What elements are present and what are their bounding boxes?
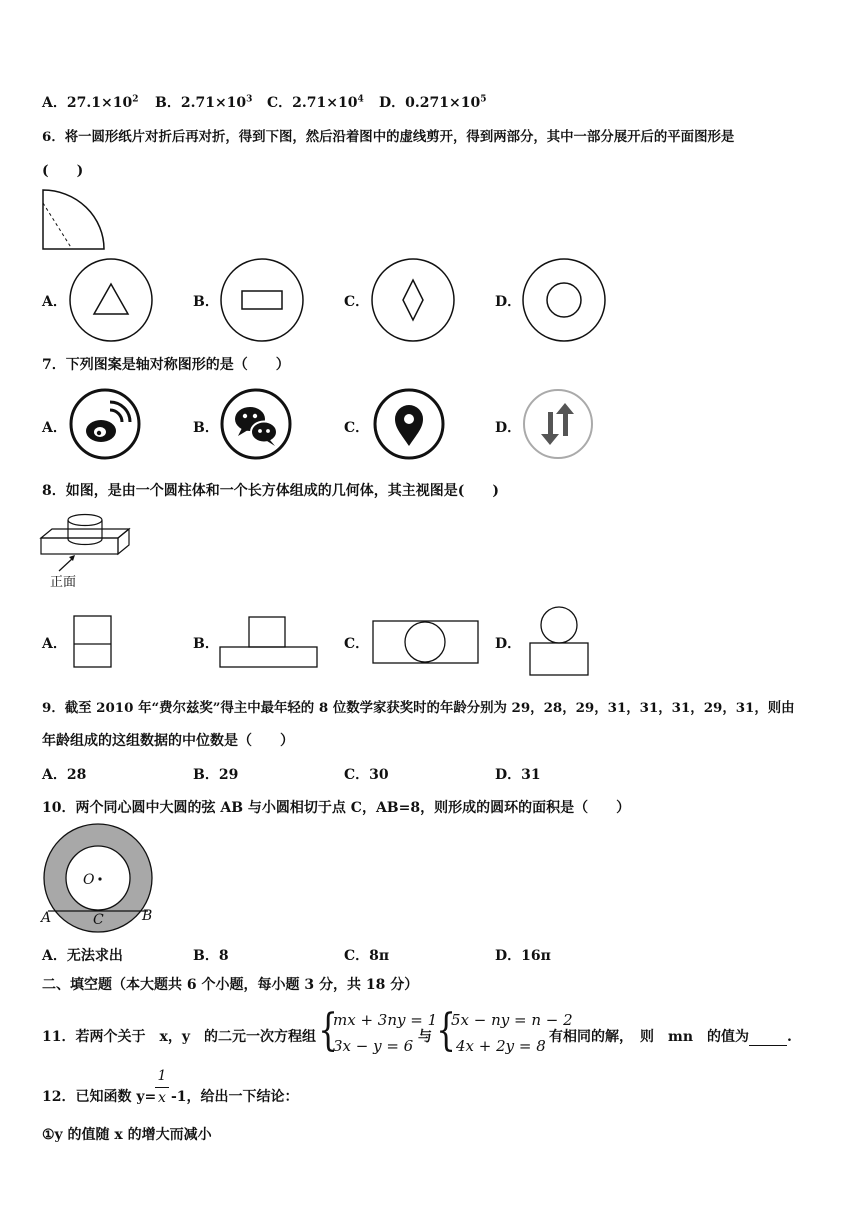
q8-option-b-label: B．	[193, 636, 219, 652]
q9-stem-line1: 9．截至 2010 年“费尔兹奖”得主中最年轻的 8 位数学家获奖时的年龄分别为 29，28，29，31，31，31，29，31，则由	[42, 700, 795, 716]
q5-option-b: B．$2.71\times 10^3$	[155, 94, 253, 111]
q8-option-a-figure	[73, 615, 113, 669]
q6-option-b-figure	[219, 258, 305, 344]
q7-stem: 7．下列图案是轴对称图形的是（ ）	[42, 357, 290, 373]
q8-option-c-label: C．	[344, 636, 370, 652]
q10-option-b: B．8	[193, 948, 229, 964]
q6-folded-figure	[42, 189, 106, 251]
q6-option-d-label: D．	[495, 294, 522, 310]
q7-option-c-label: C．	[344, 420, 370, 436]
section-heading: 二、填空题（本大题共 6 个小题，每小题 3 分，共 18 分）	[42, 977, 419, 993]
q12-fraction-numerator: 1	[157, 1068, 167, 1084]
q12-conclusion-1: ①y 的值随 x 的增大而减小	[42, 1127, 212, 1143]
q12-stem-post: -1，给出一下结论：	[171, 1089, 299, 1105]
location-pin-icon	[373, 388, 445, 460]
q8-stem: 8．如图，是由一个圆柱体和一个长方体组成的几何体，其主视图是( )	[42, 483, 499, 499]
q7-option-d-label: D．	[495, 420, 522, 436]
q9-option-c: C．30	[344, 767, 389, 783]
transfer-arrows-icon	[522, 388, 594, 460]
q11-system2-eq2: 4x + 2y = 8	[456, 1037, 546, 1055]
q12-fraction-bar	[155, 1087, 169, 1088]
q8-front-label: 正面	[50, 575, 77, 590]
q10-option-c: C．8π	[344, 948, 390, 964]
q6-stem: 6．将一圆形纸片对折后再对折，得到下图，然后沿着图中的虚线剪开，得到两部分，其中一部分展开后的平面图形是	[42, 129, 735, 145]
q6-option-c-figure	[370, 258, 456, 344]
q7-option-b-label: B．	[193, 420, 219, 436]
q11-system1-eq1: mx + 3ny = 1	[333, 1011, 438, 1029]
q8-option-c-figure	[372, 620, 480, 664]
q9-option-a: A．28	[42, 767, 87, 783]
q6-option-a-figure	[68, 258, 154, 344]
q10-label-o: O	[83, 872, 95, 888]
q11-system2-eq1: 5x − ny = n − 2	[451, 1011, 573, 1029]
q11-answer-blank[interactable]	[749, 1031, 787, 1046]
q10-label-b: B	[142, 908, 153, 924]
q10-option-d: D．16π	[495, 948, 551, 964]
q5-option-c: C．$2.71\times 10^4$	[267, 94, 364, 111]
q6-option-a-label: A．	[42, 294, 67, 310]
q11-system1-brace: {	[318, 1005, 338, 1056]
q8-option-b-figure	[219, 616, 319, 668]
q6-paren: ( )	[42, 163, 84, 179]
q12-stem-pre: 12．已知函数 y=	[42, 1089, 157, 1105]
q8-option-a-label: A．	[42, 636, 67, 652]
q6-option-b-label: B．	[193, 294, 219, 310]
q10-label-c: C	[93, 912, 104, 928]
q11-system2-brace: {	[436, 1005, 456, 1056]
q9-stem-line2: 年龄组成的这组数据的中位数是（ ）	[42, 733, 294, 749]
q9-option-d: D．31	[495, 767, 541, 783]
q5-option-a: A．$27.1\times 10^2$	[42, 94, 139, 111]
q11-stem-pre: 11．若两个关于 x，y 的二元一次方程组	[42, 1029, 316, 1045]
wechat-icon	[220, 388, 292, 460]
q9-option-b: B．29	[193, 767, 239, 783]
q6-option-c-label: C．	[344, 294, 370, 310]
q11-connector: 与	[418, 1029, 432, 1045]
q8-solid-figure	[40, 512, 132, 572]
q11-stem-post: 有相同的解， 则 mn 的值为 .	[549, 1029, 792, 1045]
q11-system1-eq2: 3x − y = 6	[333, 1037, 414, 1055]
q5-option-d: D．$0.271\times 10^5$	[379, 94, 487, 111]
q7-option-a-label: A．	[42, 420, 67, 436]
weibo-icon	[70, 388, 140, 460]
q10-option-a: A．无法求出	[42, 948, 123, 964]
q8-option-d-label: D．	[495, 636, 522, 652]
q10-label-a: A	[41, 910, 52, 926]
q8-option-d-figure	[528, 605, 590, 677]
q6-option-d-figure	[521, 258, 607, 344]
q10-stem: 10．两个同心圆中大圆的弦 AB 与小圆相切于点 C，AB=8，则形成的圆环的面积是（ ）	[42, 800, 631, 816]
q12-fraction-denominator: x	[158, 1090, 166, 1106]
